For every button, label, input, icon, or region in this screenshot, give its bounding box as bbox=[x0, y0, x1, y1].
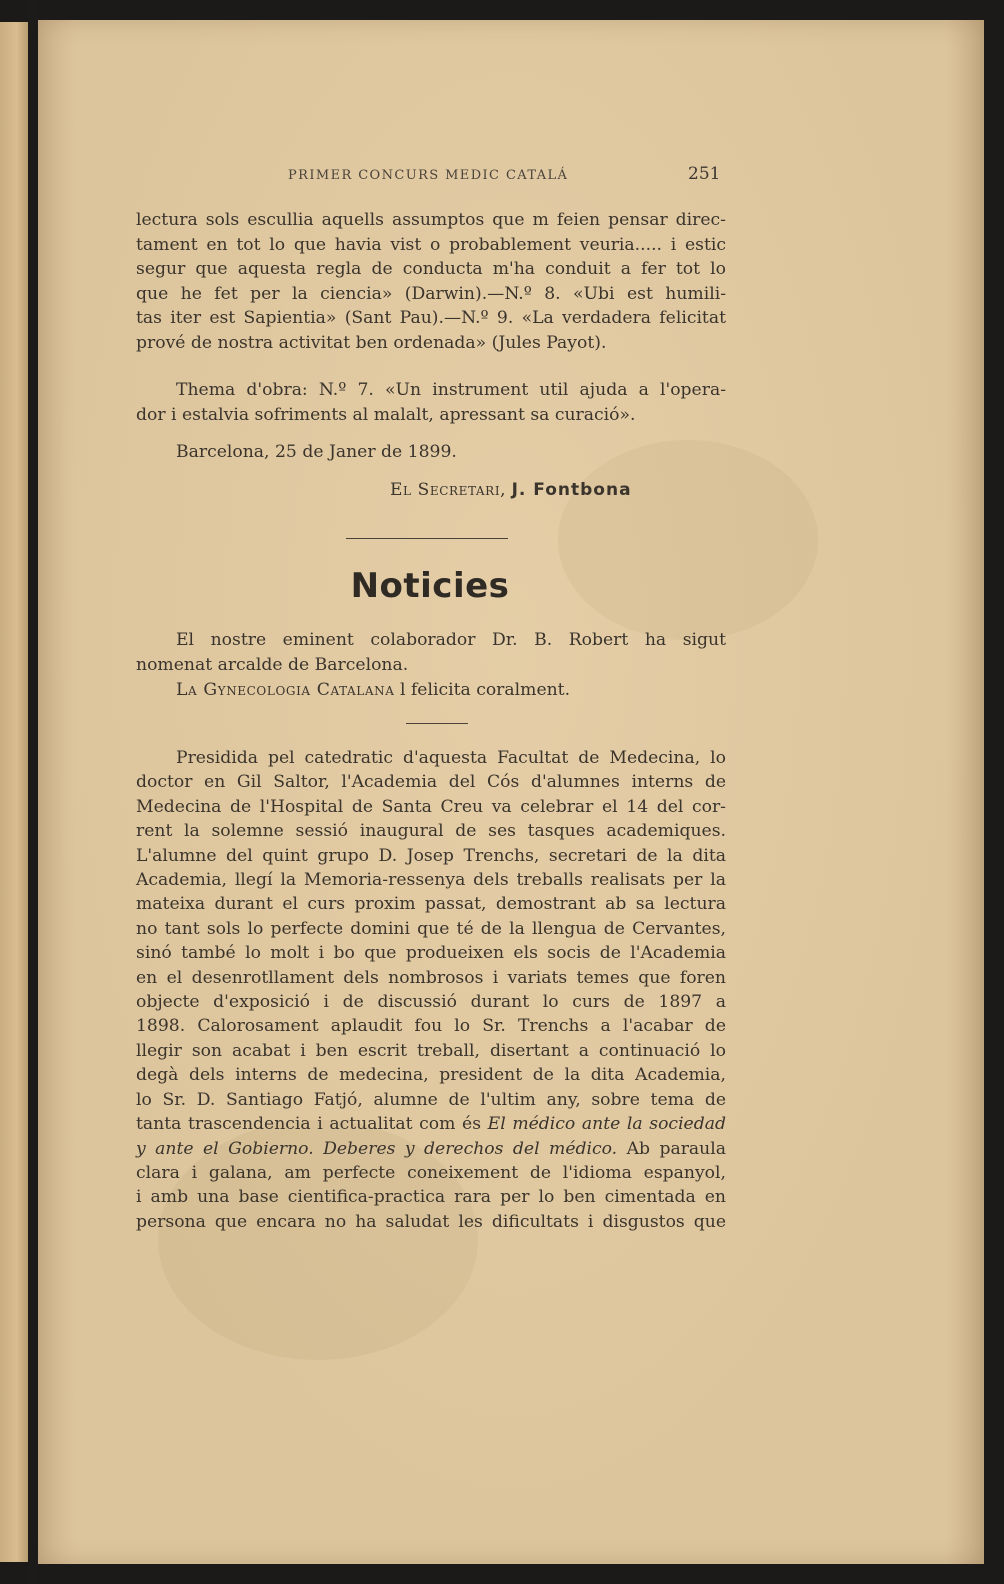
place-date: Barcelona, 25 de Janer de 1899. bbox=[176, 442, 457, 462]
text-segment: tanta trascendencia i actualitat com és bbox=[136, 1114, 488, 1135]
italic-title: y ante el Gobierno. Deberes y derechos del médico. bbox=[136, 1138, 618, 1159]
text-line: lo Sr. D. Santiago Fatjó, alumne de l'ultim any, sobre tema de bbox=[136, 1089, 726, 1110]
paragraph-mottos bbox=[136, 208, 726, 355]
text-line: rent la solemne sessió inaugural de ses tasques academiques. bbox=[136, 821, 726, 842]
text-line: 1898. Calorosament aplaudit fou lo Sr. Trenchs a l'acabar de bbox=[136, 1016, 726, 1037]
text-line: doctor en Gil Saltor, l'Academia del Cós d'alumnes interns de bbox=[136, 772, 726, 793]
text-line: sinó també lo molt i bo que produeixen els socis de l'Academia bbox=[136, 943, 726, 964]
text-line: dor i estalvia sofriments al malalt, apressant sa curació». bbox=[136, 404, 636, 425]
text-line bbox=[136, 1112, 726, 1136]
signature-title: El Secretari, bbox=[390, 480, 507, 500]
text-line: mateixa durant el curs proxim passat, demostrant ab sa lectura bbox=[136, 894, 726, 915]
journal-name: La Gynecologia Catalana bbox=[176, 680, 395, 700]
text-line: objecte d'exposició i de discussió durant lo curs de 1897 a bbox=[136, 992, 726, 1013]
running-head: PRIMER CONCURS MEDIC CATALÁ bbox=[288, 168, 569, 183]
page-number: 251 bbox=[688, 164, 721, 184]
text-line: lectura sols escullia aquells assumptos que m feien pensar direc- bbox=[136, 210, 726, 230]
paragraph-thema bbox=[136, 378, 726, 427]
text-line: prové de nostra activitat ben ordenada» (Jules Payot). bbox=[136, 332, 607, 353]
scan-border bbox=[984, 20, 1004, 1564]
text-line: Thema d'obra: N.º 7. «Un instrument util ajuda a l'opera- bbox=[176, 380, 726, 400]
text-line: i amb una base cientifica-practica rara per lo ben cimentada en bbox=[136, 1187, 726, 1208]
text-line: Medecina de l'Hospital de Santa Creu va celebrar el 14 del cor- bbox=[136, 796, 726, 817]
text-line: tas iter est Sapientia» (Sant Pau).—N.º 9. «La verdadera felicitat bbox=[136, 308, 726, 328]
divider-rule bbox=[346, 538, 508, 539]
text-line: tament en tot lo que havia vist o probablement veuria..... i estic bbox=[136, 234, 726, 255]
signature bbox=[390, 480, 632, 500]
text-line: clara i galana, am perfecte coneixement de l'idioma espanyol, bbox=[136, 1162, 726, 1183]
text-line: El nostre eminent colaborador Dr. B. Robert ha sigut bbox=[176, 630, 726, 650]
divider-rule bbox=[406, 723, 468, 724]
signature-name: J. Fontbona bbox=[511, 480, 632, 500]
text-line: nomenat arcalde de Barcelona. bbox=[136, 654, 409, 675]
text-line: segur que aquesta regla de conducta m'ha conduit a fer tot lo bbox=[136, 259, 726, 279]
news-item-1 bbox=[136, 628, 726, 677]
news-item-2 bbox=[136, 746, 726, 1234]
text-segment: Ab paraula bbox=[617, 1138, 726, 1159]
text-line: Academia, llegí la Memoria-ressenya dels treballs realisats per la bbox=[136, 870, 726, 891]
text-line: en el desenrotllament dels nombrosos i variats temes que foren bbox=[136, 967, 726, 988]
section-heading: Noticies bbox=[350, 566, 510, 606]
text-line: no tant sols lo perfecte domini que té de la llengua de Cervantes, bbox=[136, 918, 726, 939]
text-line: persona que encara no ha saludat les dificultats i disgustos que bbox=[136, 1211, 726, 1232]
text-line: degà dels interns de medecina, president de la dita Academia, bbox=[136, 1065, 726, 1086]
paper-stain bbox=[558, 440, 818, 640]
news-item-1-closing bbox=[136, 678, 726, 703]
text-line: que he fet per la ciencia» (Darwin).—N.º 8. «Ubi est humili- bbox=[136, 283, 726, 304]
italic-title: El médico ante la sociedad bbox=[487, 1114, 726, 1135]
text-line: L'alumne del quint grupo D. Josep Trenchs, secretari de la dita bbox=[136, 845, 726, 866]
text-line: llegir son acabat i ben escrit treball, disertant a continuació lo bbox=[136, 1040, 726, 1061]
facing-page-edge bbox=[0, 22, 28, 1562]
text-line: Presidida pel catedratic d'aquesta Facultat de Medecina, lo bbox=[176, 748, 726, 768]
book-gutter bbox=[28, 0, 38, 1584]
text-line bbox=[136, 1137, 726, 1161]
closing-text: l felicita coralment. bbox=[394, 680, 571, 700]
